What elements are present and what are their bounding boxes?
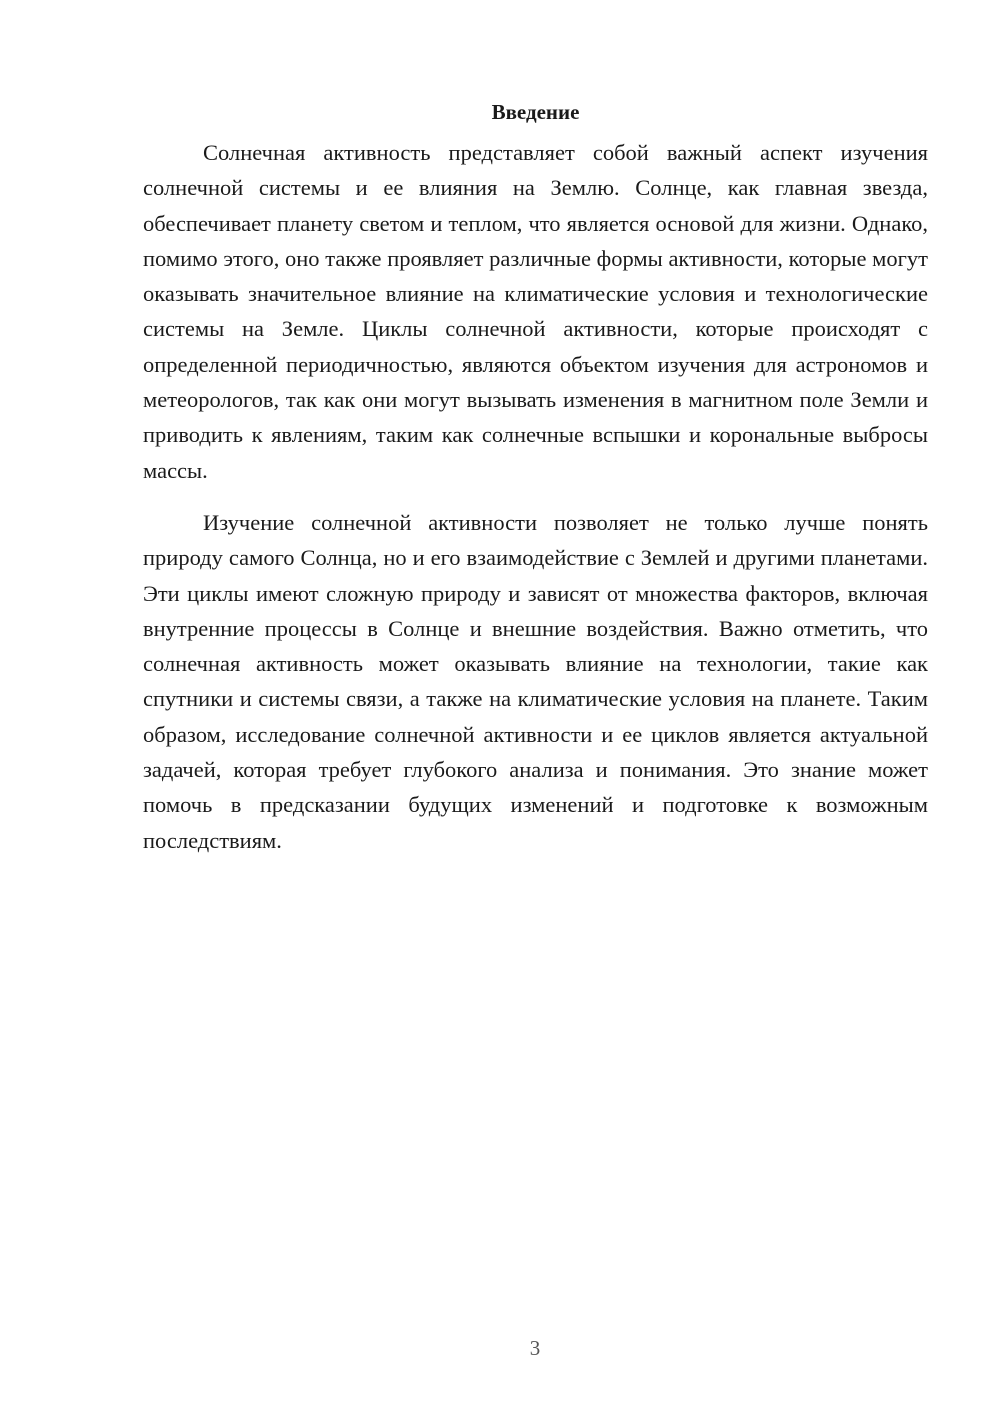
section-heading: Введение <box>491 100 580 124</box>
page-number: 3 <box>529 1336 541 1360</box>
page-content <box>143 97 928 858</box>
paragraph-2: Изучение солнечной активности позволяет не только лучше понять природу самого Солнца, но и его взаимодействие с Землей и другими планетами. Эти циклы имеют сложную природу и зависят от множества факторов, включая внутренние процессы в Солнце и внешние воздействия. Важно отметить, что солнечная активность может оказывать влияние на технологии, такие как спутники и системы связи, а также на климатические условия на планете. Таким образом, исследование солнечной активности и ее циклов является актуальной задачей, которая требует глубокого анализа и понимания. Это знание может помочь в предсказании будущих изменений и подготовке к возможным последствиям. <box>143 509 928 853</box>
paragraph-1: Солнечная активность представляет собой важный аспект изучения солнечной системы и ее влияния на Землю. Солнце, как главная звезда, обеспечивает планету светом и теплом, что является основой для жизни. Однако, помимо этого, оно также проявляет различные формы активности, которые могут оказывать значительное влияние на климатические условия и технологические системы на Земле. Циклы солнечной активности, которые происходят с определенной периодичностью, являются объектом изучения для астрономов и метеорологов, так как они могут вызывать изменения в магнитном поле Земли и приводить к явлениям, таким как солнечные вспышки и корональные выбросы массы. <box>143 140 928 483</box>
